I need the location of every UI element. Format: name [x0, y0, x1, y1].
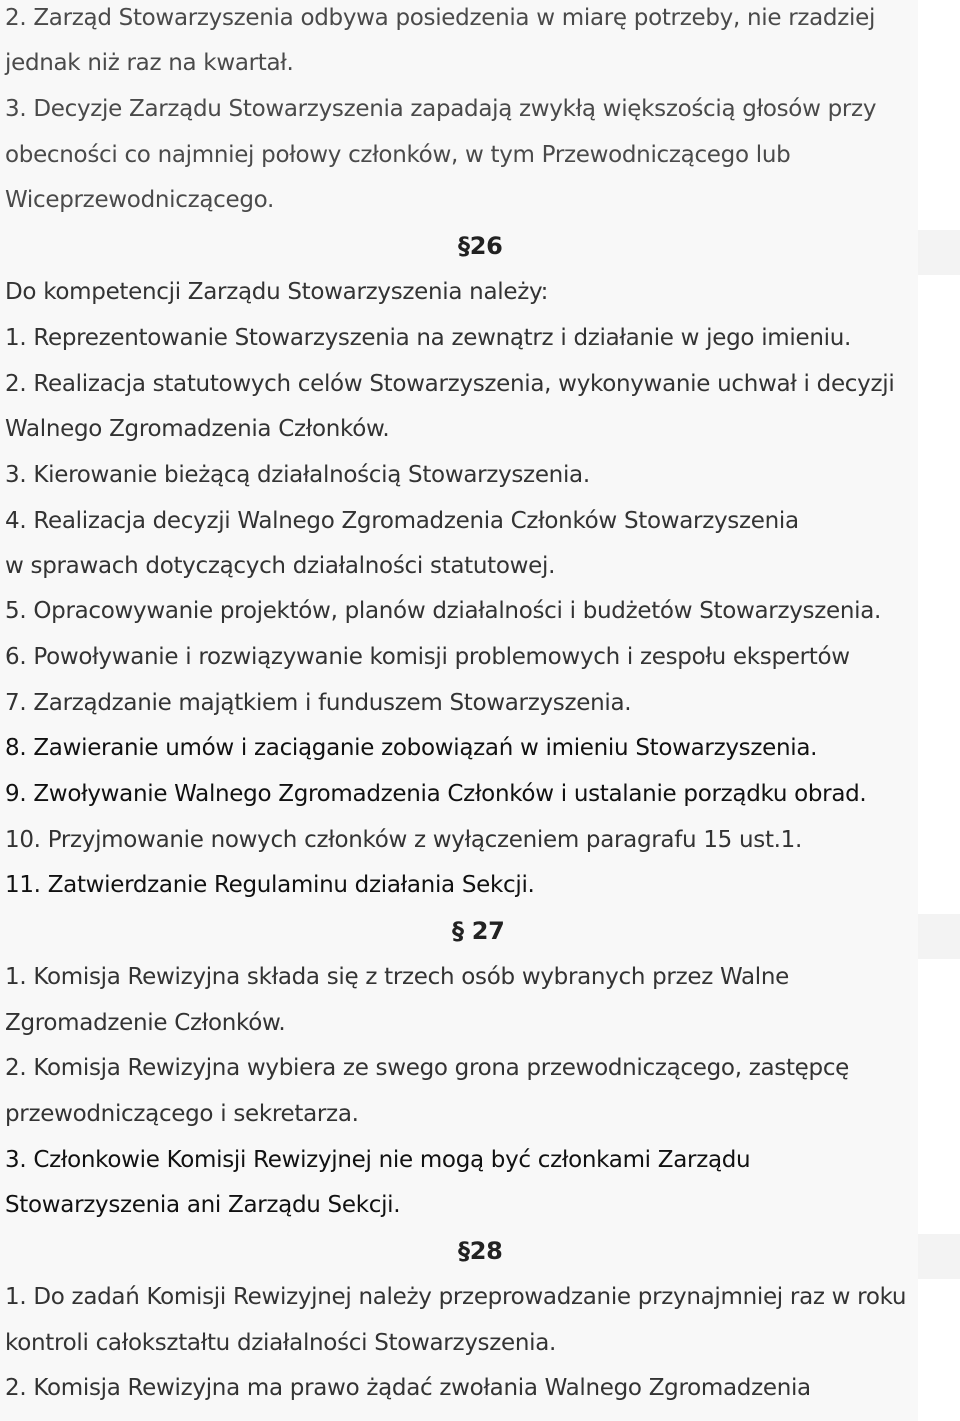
list-item: w sprawach dotyczących działalności statutowej.: [5, 553, 556, 579]
list-item: 6. Powoływanie i rozwiązywanie komisji problemowych i zespołu ekspertów: [5, 644, 850, 670]
margin-shade: [918, 914, 960, 959]
paragraph-line: 2. Zarząd Stowarzyszenia odbywa posiedzenia w miarę potrzeby, nie rzadziej: [5, 5, 876, 31]
list-item: 3. Kierowanie bieżącą działalnością Stowarzyszenia.: [5, 462, 590, 488]
list-item: 1. Do zadań Komisji Rewizyjnej należy przeprowadzanie przynajmniej raz w roku: [5, 1284, 907, 1310]
list-item: 5. Opracowywanie projektów, planów działalności i budżetów Stowarzyszenia.: [5, 598, 882, 624]
margin-shade: [918, 1234, 960, 1279]
section-intro: Do kompetencji Zarządu Stowarzyszenia należy:: [5, 279, 549, 305]
list-item: 2. Realizacja statutowych celów Stowarzyszenia, wykonywanie uchwał i decyzji: [5, 371, 895, 397]
list-item: 3. Członkowie Komisji Rewizyjnej nie mogą być członkami Zarządu: [5, 1147, 751, 1173]
paragraph-line: 3. Decyzje Zarządu Stowarzyszenia zapadają zwykłą większością głosów przy: [5, 96, 877, 122]
list-item: 11. Zatwierdzanie Regulaminu działania Sekcji.: [5, 872, 535, 898]
list-item: Stowarzyszenia ani Zarządu Sekcji.: [5, 1192, 401, 1218]
list-item: 7. Zarządzanie majątkiem i funduszem Stowarzyszenia.: [5, 690, 632, 716]
list-item: 2. Komisja Rewizyjna wybiera ze swego grona przewodniczącego, zastępcę: [5, 1055, 850, 1081]
list-item: kontroli całokształtu działalności Stowarzyszenia.: [5, 1330, 557, 1356]
list-item: 10. Przyjmowanie nowych członków z wyłączeniem paragrafu 15 ust.1.: [5, 827, 803, 853]
section-heading-28: §28: [458, 1237, 503, 1265]
list-item: 4. Realizacja decyzji Walnego Zgromadzenia Członków Stowarzyszenia: [5, 508, 799, 534]
section-heading-26: §26: [458, 232, 503, 260]
list-item: Zgromadzenie Członków.: [5, 1010, 286, 1036]
margin-shade: [918, 230, 960, 275]
list-item: 8. Zawieranie umów i zaciąganie zobowiązań w imieniu Stowarzyszenia.: [5, 735, 818, 761]
section-heading-27: § 27: [452, 917, 505, 945]
list-item: 1. Reprezentowanie Stowarzyszenia na zewnątrz i działanie w jego imieniu.: [5, 325, 851, 351]
paragraph-line: Wiceprzewodniczącego.: [5, 187, 275, 213]
list-item: przewodniczącego i sekretarza.: [5, 1101, 359, 1127]
paragraph-line: jednak niż raz na kwartał.: [5, 50, 294, 76]
paragraph-line: obecności co najmniej połowy członków, w tym Przewodniczącego lub: [5, 142, 791, 168]
list-item: 1. Komisja Rewizyjna składa się z trzech osób wybranych przez Walne: [5, 964, 789, 990]
list-item: 9. Zwoływanie Walnego Zgromadzenia Członków i ustalanie porządku obrad.: [5, 781, 867, 807]
list-item: Walnego Zgromadzenia Członków.: [5, 416, 390, 442]
list-item: 2. Komisja Rewizyjna ma prawo żądać zwołania Walnego Zgromadzenia: [5, 1375, 811, 1401]
